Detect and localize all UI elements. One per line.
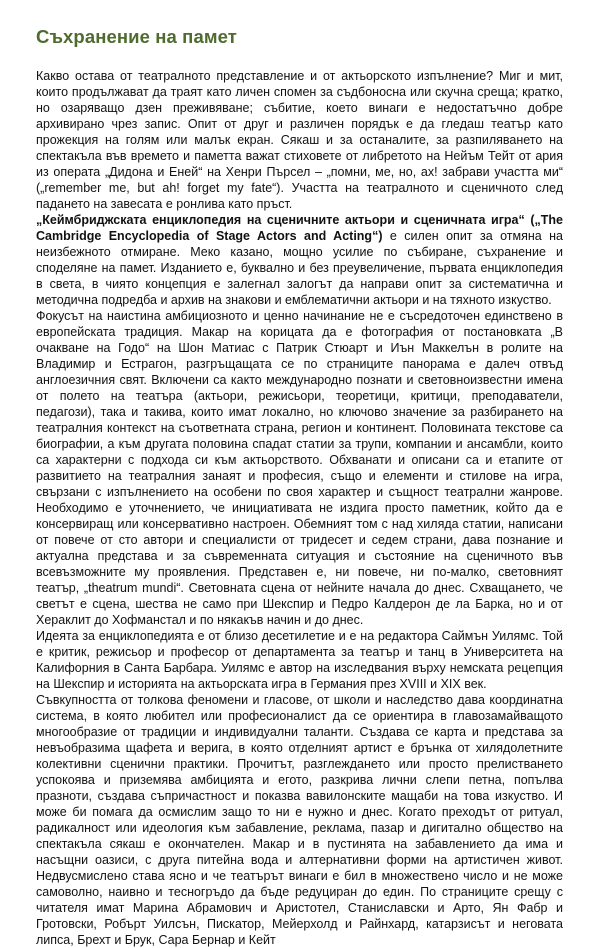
paragraph-encyclopedia-text: е силен опит за отмяна на неизбежното отмиране. Меко казано, мощно усилие по събиране, съхранение и споделяне на памет. Изданието е, буквално и без преувеличение, първата енциклопедия в света, в чиято концепция е залегнал залогът да направи опит за систематична и методична подредба и архив на знакови и емблематични актьори и на тяхното изкуство. bbox=[36, 229, 563, 307]
paragraph-intro: Какво остава от театралното представление и от актьорското изпълнение? Миг и мит, които продължават да траят като личен спомен за съдбоносна или скучна среща; кратко, но озаряващо дзен преживяване; събитие, което винаги е недостатъчно добре архивирано чрез запис. Опит от друг и различен порядък е да гледаш театър като прожекция на голям или малък екран. Сякаш и за останалите, за разпиляването на спектакъла във времето и паметта важат стиховете от либретото на Нейъм Тейт от ария из операта „Дидона и Еней“ на Хенри Пърсел – „помни, ме, но, ах! забрави участта ми“ („remember me, but ah! forget my fate“). Участта на театралното и сценичното след падането на завесата е ронлива като пръст. bbox=[36, 69, 563, 211]
paragraph-totality: Съвкупността от толкова феномени и гласове, от школи и наследство дава координатна система, в която любител или професионалист да се ориентира в главозамайващото многообразие от традиции и индивидуални таланти. Създава се карта и представа за невъобразима щафета и верига, в която отделният артист е брънка от хилядолетните колективни сценични практики. Прочитът, разглеждането или просто прелистването успокоява и приземява амбицията и егото, разкрива лични слепи петна, попълва празноти, създава съпричастност и показва вавилонските мащаби на това изкуство. И може би помага да осмислим защо то ни е нужно и днес. Когато преходът от ритуал, радикалност или идеология към забавление, реклама, пазар и дигитално общество на спектакъла сякаш е окончателен. Макар и в пустинята на забавлението да има и насъщни оазиси, с друга питейна вода и алтернативни форми на артистичен живот. Недвусмислено става ясно и че театърът винаги е бил в множествено число и не може самоволно, наивно и тесногръдо да бъде редуциран до един. По страниците срещу с читателя имат Марина Абрамович и Аристотел, Станиславски и Арто, Ян Фабр и Гротовски, Робърт Уилсън, Пискатор, Мейерхолд и Райнхард, катарзисът и неговата липса, Брехт и Брук, Сара Бернар и Кейт bbox=[36, 693, 563, 947]
paragraph-idea: Идеята за енциклопедията е от близо десетилетие и е на редактора Саймън Уилямс. Той е критик, режисьор и професор от департамента за театър и танц в Университета на Калифорния в Санта Барбара. Уилямс е автор на изследвания върху немската рецепция на Шекспир и историята на актьорската игра в Германия през XVIII и XIX век. bbox=[36, 629, 563, 691]
page-title: Съхранение на памет bbox=[36, 26, 237, 47]
paragraph-encyclopedia bbox=[36, 212, 563, 308]
paragraph-focus: Фокусът на наистина амбициозното и ценно начинание не е съсредоточен единствено в европейската традиция. Макар на корицата да е фотография от постановката „В очакване на Годо“ на Шон Матиас с Патрик Стюарт и Иън Маккелън в ролите на Владимир и Естрагон, разгръщащата се по страниците панорама е далеч отвъд англоезичния свят. Включени са както международно познати и световноизвестни имена от полето на театъра (актьори, режисьори, теоретици, критици, преподаватели, педагози), така и такива, които имат локално, но ключово значение за разбирането на театралния контекст на съответната страна, регион и континент. Половината текстове са биографии, а към другата половина спадат статии за трупи, компании и ансамбли, които са характерни с подхода си към актьорството. Обхванати и описани са и етапите от развитието на театралния занаят и професия, също и елементи и стилове на игра, свързани с изпълнението на особени по своя характер и същност театрални жанрове. Необходимо е уточнението, че инициативата не издига просто паметник, който да е консервиращ или консервативно настроен. Обемният том с над хиляда статии, написани от повече от сто автори и специалисти от тридесет и седем страни, дава познание и актуална представа и за съвременната ситуация и състояние на сценичното във всевъзможните му проявления. Представен е, ни повече, ни по-малко, световният театър, „theatrum mundi“. Световната сцена от нейните начала до днес. Схващането, че светът е сцена, шества не само при Шекспир и Педро Калдерон де ла Барка, но и от Хераклит до Хофманстал и по някакъв начин и до днес. bbox=[36, 309, 563, 627]
article-page bbox=[36, 26, 563, 947]
encyclopedia-title: „Кеймбриджската енциклопедия на сценичните актьори и сценичната игра“ („The Cambridge Encyclopedia of Stage Actors and Acting“) bbox=[36, 213, 563, 243]
